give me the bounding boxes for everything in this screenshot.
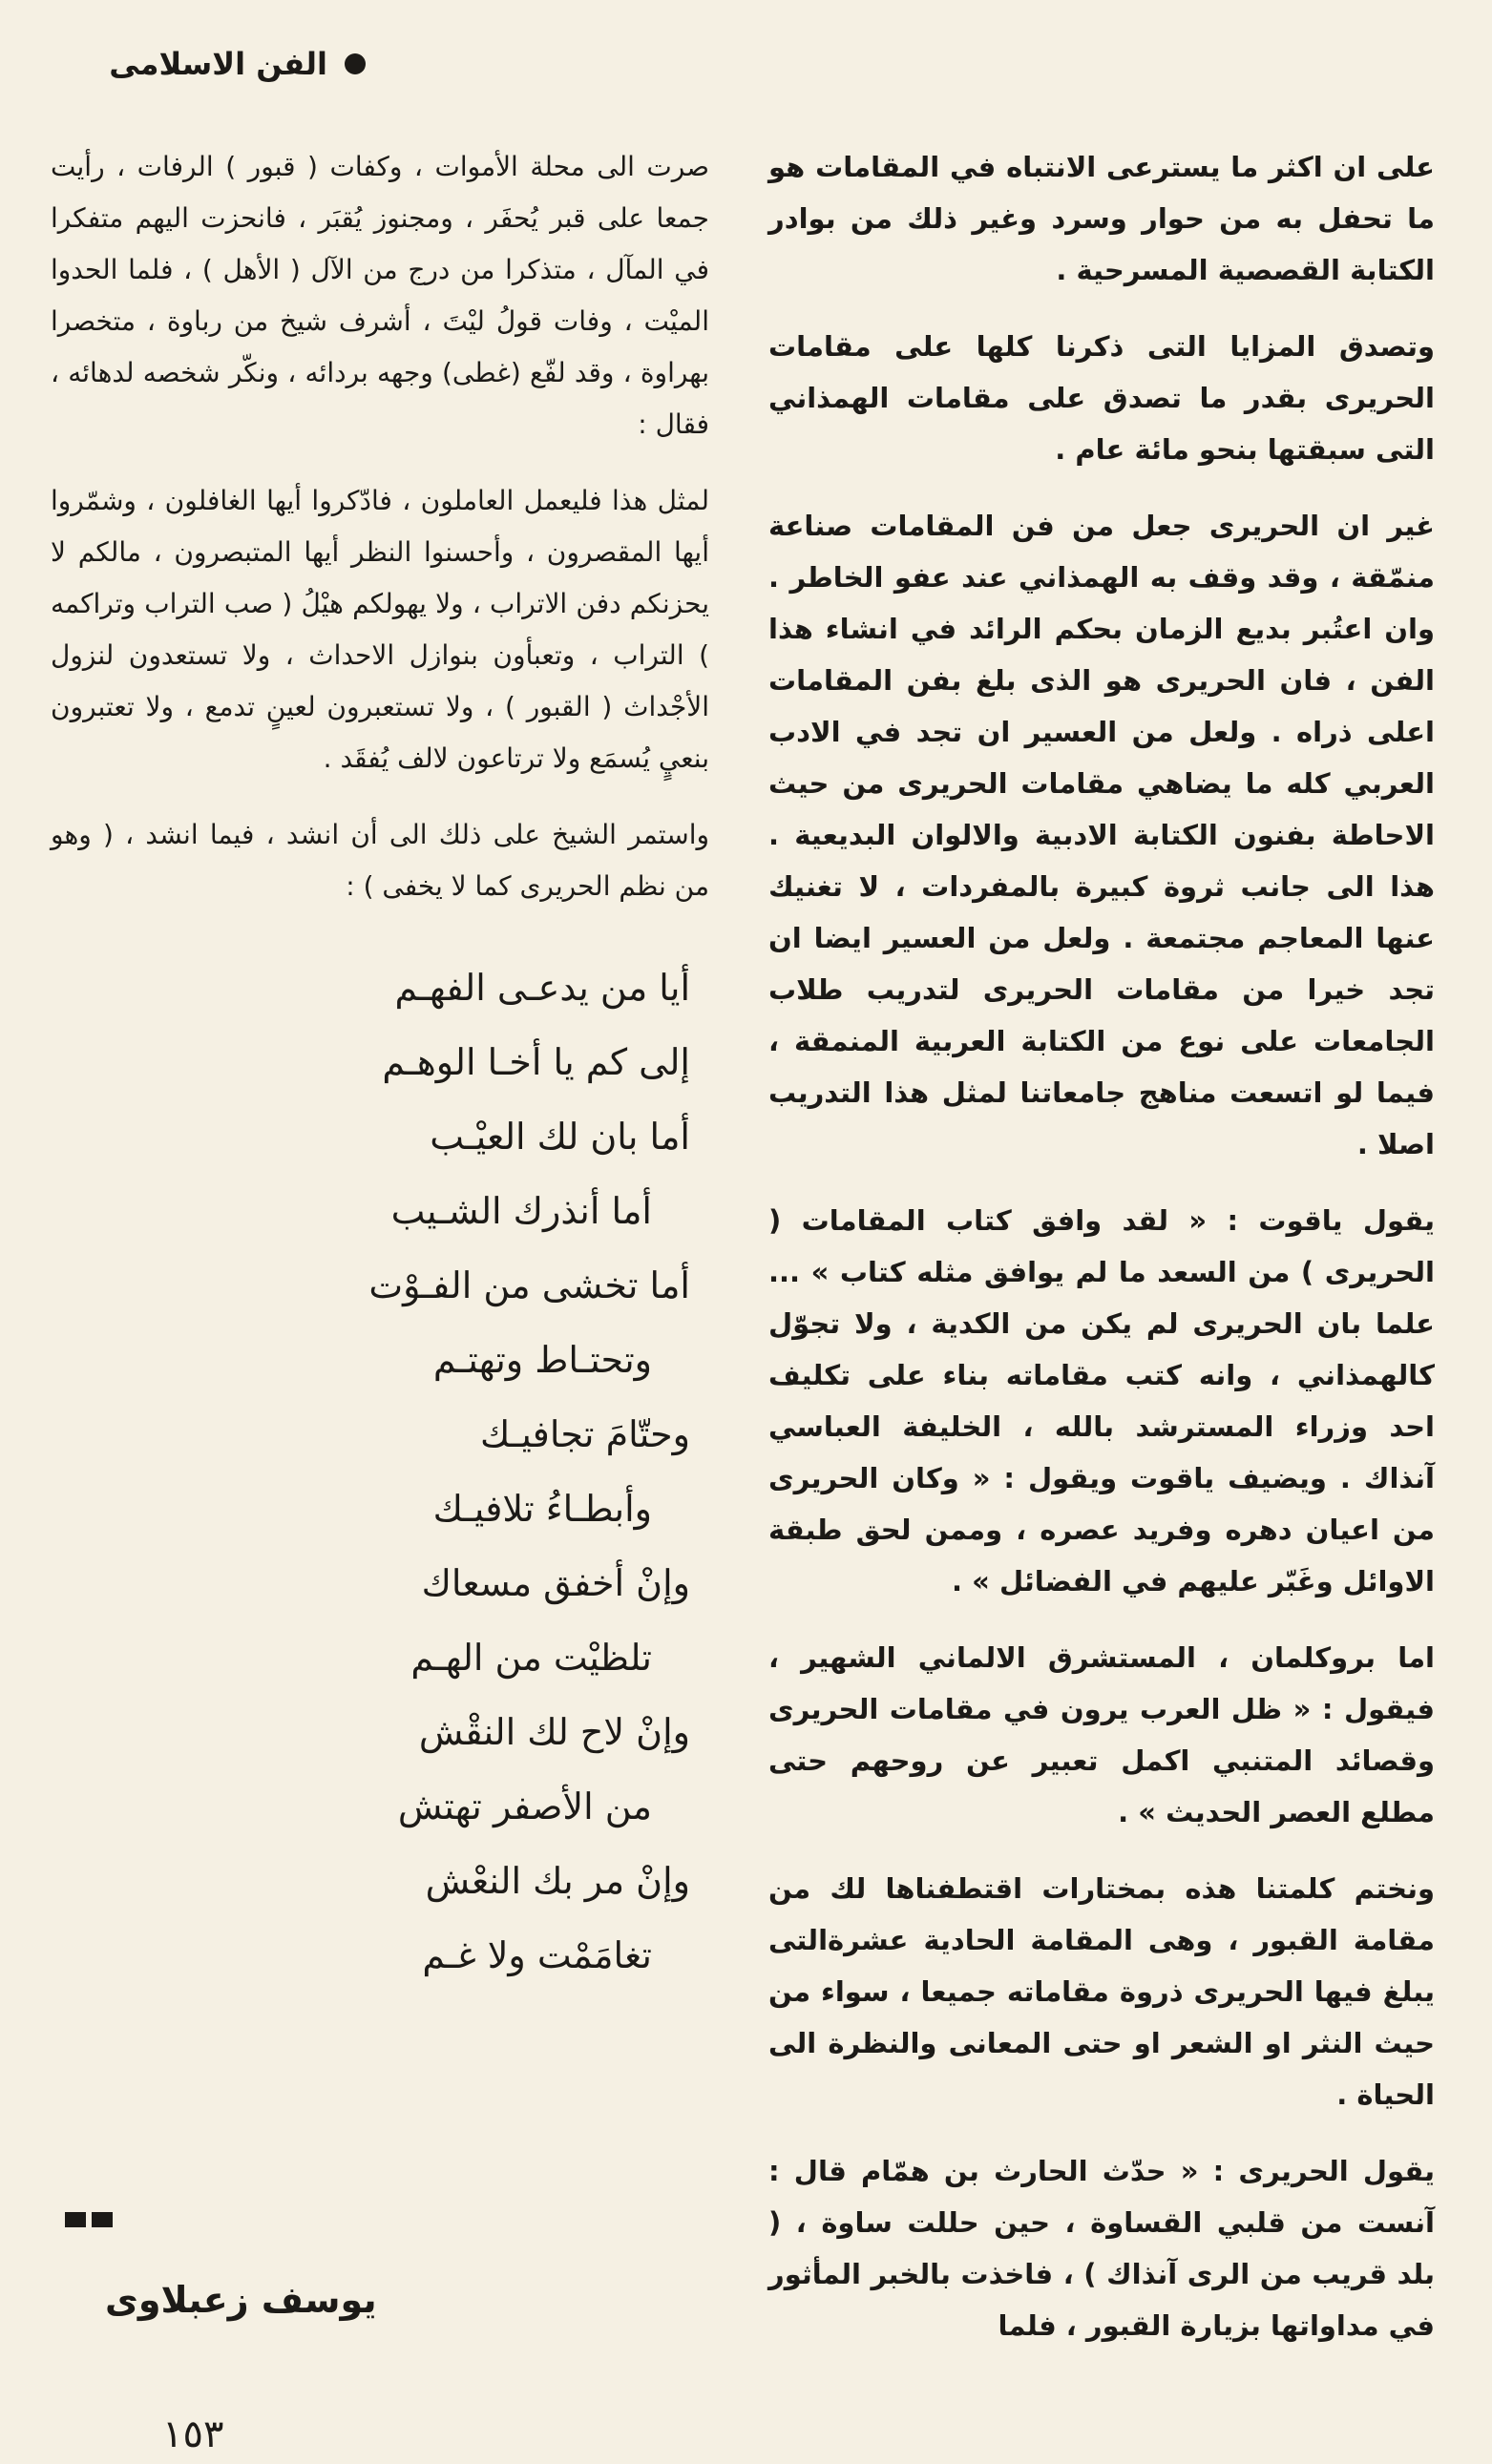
- end-mark-icon: [65, 2212, 113, 2227]
- paragraph: صرت الى محلة الأموات ، وكفات ( قبور ) الرفات ، رأيت جمعا على قبر يُحفَر ، ومجنوز يُقبَر ، فانحزت اليهم متفكرا في المآل ، متذكرا من درج من الآل ( الأهل ) ، فلما الحدوا الميْت ، وفات قولُ ليْتَ ، أشرف شيخ من رباوة ، متخصرا بهراوة ، وقد لفّع (غطى) وجهه بردائه ، ونكّر شخصه لدهائه ، فقال :: [51, 151, 709, 440]
- paragraph: على ان اكثر ما يسترعى الانتباه في المقامات هو ما تحفل به من حوار وسرد وغير ذلك من بوادر الكتابة القصصية المسرحية .: [768, 151, 1435, 286]
- page-number: ١٥٣: [162, 2412, 224, 2456]
- left-column: [51, 141, 709, 1993]
- poem-verse: وإنْ لاح لك النقْش: [418, 1711, 690, 1753]
- poem-verse: وإنْ أخفق مسعاك: [421, 1562, 690, 1604]
- poem-verse: إلى كم يا أخـا الوهـم: [382, 1041, 690, 1083]
- poem-verse: وحتّامَ تجافيـك: [480, 1413, 690, 1455]
- poem-verse: أيا من يدعـى الفهـم: [394, 967, 690, 1009]
- poem: [51, 950, 709, 1993]
- poem-verse: وتحتـاط وتهتـم: [432, 1339, 652, 1381]
- poem-verse: وإنْ مر بك النعْش: [425, 1860, 690, 1902]
- section-title: الفن الاسلامى: [109, 46, 327, 82]
- author-name: يوسف زعبلاوى: [105, 2279, 377, 2321]
- poem-verse: تغامَمْت ولا غـم: [422, 1934, 652, 1976]
- poem-verse: أما أنذرك الشـيب: [390, 1190, 652, 1232]
- poem-verse: وأبطـاءُ تلافيـك: [432, 1488, 652, 1530]
- poem-verse: أما بان لك العيْـب: [430, 1116, 690, 1158]
- paragraph: يقول الحريرى : « حدّث الحارث بن همّام قال : آنست من قلبي القساوة ، حين حللت ساوة ، ( بلد قريب من الرى آنذاك ) ، فاخذت بالخبر المأثور في مداواتها بزيارة القبور ، فلما: [768, 2155, 1435, 2342]
- paragraph: غير ان الحريرى جعل من فن المقامات صناعة منمّقة ، وقد وقف به الهمذاني عند عفو الخاطر . وان اعتُبر بديع الزمان بحكم الرائد في انشاء هذا الفن ، فان الحريرى هو الذى بلغ بفن المقامات اعلى ذراه . ولعل من العسير ان تجد في الادب العربي كله ما يضاهي مقامات الحريرى من حيث الاحاطة بفنون الكتابة الادبية والالوان البديعية . هذا الى جانب ثروة كبيرة بالمفردات ، لا تغنيك عنها المعاجم مجتمعة . ولعل من العسير ايضا ان تجد خيرا من مقامات الحريرى لتدريب طلاب الجامعات على نوع من الكتابة العربية المنمقة ، فيما لو اتسعت مناهج جامعاتنا لمثل هذا التدريب اصلا .: [768, 510, 1435, 1160]
- paragraph: لمثل هذا فليعمل العاملون ، فادّكروا أيها الغافلون ، وشمّروا أيها المقصرون ، وأحسنوا النظر أيها المتبصرون ، مالكم لا يحزنكم دفن الاتراب ، ولا يهولكم هيْلُ ( صب التراب وتراكمه ) التراب ، وتعبأون بنوازل الاحداث ، ولا تستعدون لنزول الأجْداث ( القبور ) ، ولا تستعبرون لعينٍ تدمع ، ولا تعتبرون بنعيٍ يُسمَع ولا ترتاعون لالف يُفقَد .: [51, 485, 709, 774]
- end-mark-block: [92, 2212, 113, 2227]
- bullet-icon: [345, 53, 366, 74]
- paragraph: يقول ياقوت : « لقد وافق كتاب المقامات ( الحريرى ) من السعد ما لم يوافق مثله كتاب » ... علما بان الحريرى لم يكن من الكدية ، ولا تجوّل كالهمذاني ، وانه كتب مقاماته بناء على تكليف احد وزراء المسترشد بالله ، الخليفة العباسي آنذاك . ويضيف ياقوت ويقول : « وكان الحريرى من اعيان دهره وفريد عصره ، وممن لحق طبقة الاوائل وغَبّر عليهم في الفضائل » .: [768, 1204, 1435, 1597]
- paragraph: وتصدق المزايا التى ذكرنا كلها على مقامات الحريرى بقدر ما تصدق على مقامات الهمذاني التى سبقتها بنحو مائة عام .: [768, 330, 1435, 466]
- paragraph: ونختم كلمتنا هذه بمختارات اقتطفناها لك من مقامة القبور ، وهى المقامة الحادية عشرةالتى يبلغ فيها الحريرى ذروة مقاماته جميعا ، سواء من حيث النثر او الشعر او حتى المعانى والنظرة الى الحياة .: [768, 1872, 1435, 2111]
- paragraph: واستمر الشيخ على ذلك الى أن انشد ، فيما انشد ، ( وهو من نظم الحريرى كما لا يخفى ) :: [51, 819, 709, 902]
- poem-verse: من الأصفر تهتش: [397, 1785, 652, 1827]
- paragraph: اما بروكلمان ، المستشرق الالماني الشهير ، فيقول : « ظل العرب يرون في مقامات الحريرى وقصائد المتنبي اكمل تعبير عن روحهم حتى مطلع العصر الحديث » .: [768, 1641, 1435, 1828]
- right-column: [768, 141, 1435, 2376]
- poem-verse: تلظيْت من الهـم: [410, 1637, 652, 1679]
- end-mark-block: [65, 2212, 86, 2227]
- poem-verse: أما تخشى من الفـوْت: [368, 1264, 690, 1306]
- running-header: [109, 46, 366, 82]
